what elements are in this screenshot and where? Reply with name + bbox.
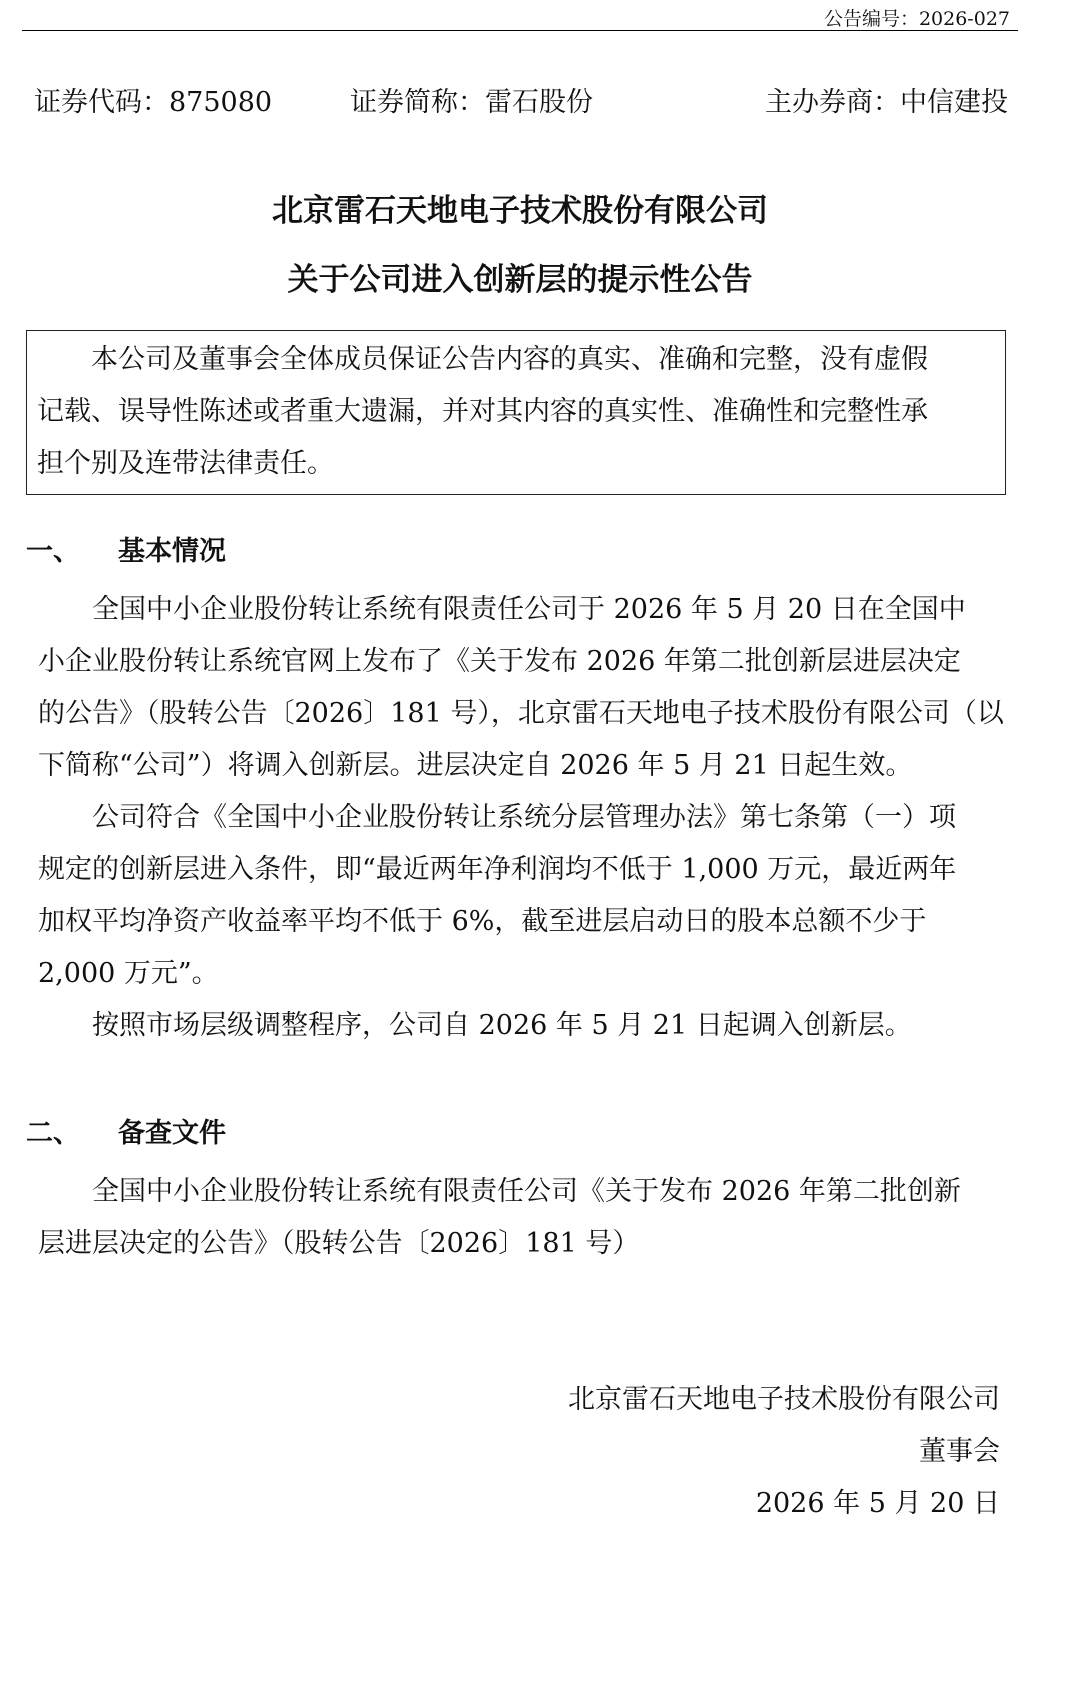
signature-company: 北京雷石天地电子技术股份有限公司	[568, 1384, 1000, 1415]
section-1-line: 全国中小企业股份转让系统有限责任公司于 2026 年 5 月 20 日在全国中	[92, 594, 966, 625]
announcement-number: 公告编号：2026-027	[823, 8, 1010, 30]
disclaimer-box	[26, 330, 1006, 495]
section-2-line: 全国中小企业股份转让系统有限责任公司《关于发布 2026 年第二批创新	[92, 1176, 961, 1207]
section-1-line: 下简称“公司”）将调入创新层。进层决定自 2026 年 5 月 21 日起生效。	[38, 750, 913, 781]
section-1-title: 基本情况	[118, 536, 226, 567]
section-1-line: 加权平均净资产收益率平均不低于 6%，截至进层启动日的股本总额不少于	[38, 906, 927, 937]
section-1-line: 规定的创新层进入条件，即“最近两年净利润均不低于 1,000 万元，最近两年	[38, 854, 957, 885]
section-1-line: 的公告》（股转公告〔2026〕181 号），北京雷石天地电子技术股份有限公司（以	[38, 698, 1004, 729]
section-2-line: 层进层决定的公告》（股转公告〔2026〕181 号）	[38, 1228, 640, 1259]
signature-board: 董事会	[919, 1436, 1000, 1467]
disclaimer-line: 担个别及连带法律责任。	[37, 448, 334, 479]
signature-date: 2026 年 5 月 20 日	[755, 1488, 1000, 1519]
disclaimer-line: 记载、误导性陈述或者重大遗漏，并对其内容的真实性、准确性和完整性承	[37, 396, 928, 427]
disclaimer-line: 本公司及董事会全体成员保证公告内容的真实、准确和完整，没有虚假	[91, 344, 928, 375]
section-1-line: 按照市场层级调整程序，公司自 2026 年 5 月 21 日起调入创新层。	[92, 1010, 912, 1041]
security-short-name: 证券简称：雷石股份	[350, 87, 593, 118]
section-2-number: 二、	[26, 1118, 80, 1149]
section-1-line: 2,000 万元”。	[38, 958, 219, 989]
section-1-number: 一、	[26, 536, 80, 567]
company-title: 北京雷石天地电子技术股份有限公司	[272, 193, 768, 229]
header-divider	[22, 30, 1018, 31]
section-2-title: 备查文件	[118, 1118, 226, 1149]
section-1-line: 小企业股份转让系统官网上发布了《关于发布 2026 年第二批创新层进层决定	[38, 646, 961, 677]
announcement-title: 关于公司进入创新层的提示性公告	[287, 262, 753, 298]
section-1-line: 公司符合《全国中小企业股份转让系统分层管理办法》第七条第（一）项	[92, 802, 956, 833]
security-code: 证券代码：875080	[34, 87, 273, 118]
sponsor-broker: 主办券商：中信建投	[765, 87, 1008, 118]
